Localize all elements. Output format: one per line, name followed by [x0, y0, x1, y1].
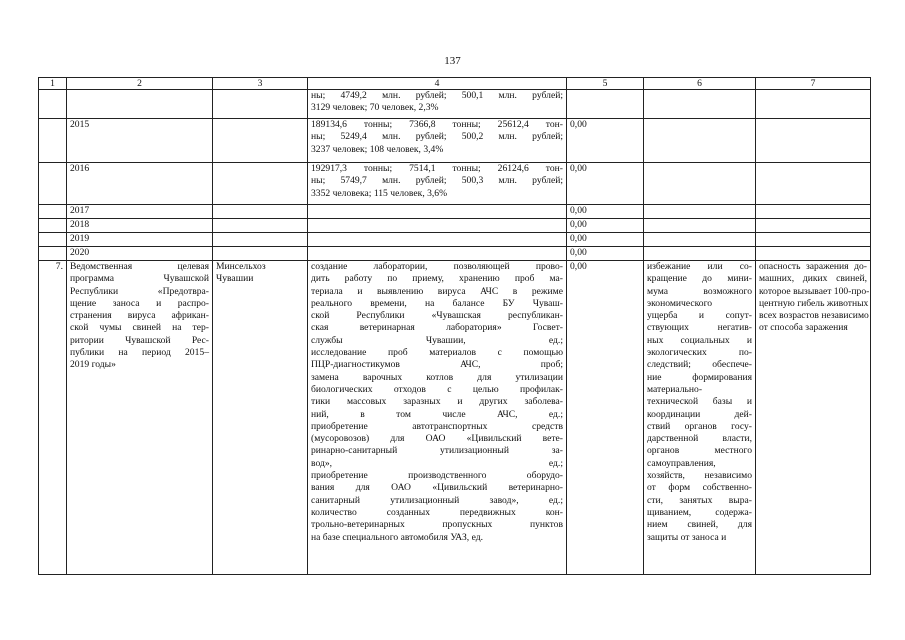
consequence-line: нием свиней, для: [647, 519, 752, 531]
cell-col-2: 2020: [67, 247, 213, 261]
consequence-line: сти, занятых выра-: [647, 494, 752, 506]
indicator-line: ской Республики «Чувашская республикан-: [311, 310, 563, 322]
header-cell: 3: [213, 78, 308, 90]
program-line: публики на период 2015–: [70, 347, 209, 359]
cell-col-2: 2018: [67, 219, 213, 233]
cell-col-1: [39, 119, 67, 163]
indicator-line: ская ветеринарная лаборатория» Госвет-: [311, 322, 563, 334]
cell-col-6: [644, 163, 756, 205]
indicator-line: 189134,6 тонны; 7366,8 тонны; 25612,4 тон-: [311, 119, 563, 130]
ministry-line: Чувашии: [216, 273, 254, 285]
cell-col-2: [67, 90, 213, 119]
consequence-line: ние формирования: [647, 371, 752, 383]
header-cell: 1: [39, 78, 67, 90]
program-line: щение заноса и распро-: [70, 297, 209, 309]
table-row: [39, 261, 871, 575]
indicator-line: ний, в том числе АЧС, ед.;: [311, 408, 563, 420]
cell-col-6: [644, 119, 756, 163]
indicator-line: создание лаборатории, позволяющей прово-: [311, 261, 563, 272]
indicator-line: ны; 4749,2 млн. рублей; 500,1 млн. рублей;: [311, 90, 563, 101]
indicator-line: 3237 человек; 108 человек, 3,4%: [311, 143, 444, 155]
cell-col-4: [308, 163, 567, 205]
cell-col-4: [308, 261, 567, 575]
cell-col-3: [213, 163, 308, 205]
cell-col-5: 0,00: [567, 219, 644, 233]
cell-col-5: 0,00: [567, 205, 644, 219]
cell-col-6: [644, 261, 756, 575]
consequence-line: следствий; обеспече-: [647, 359, 752, 371]
page-number: 137: [444, 55, 461, 67]
program-line: Республики «Предотвра-: [70, 285, 209, 297]
cell-col-2: 2017: [67, 205, 213, 219]
table-row: [39, 247, 871, 261]
cell-col-4: [308, 219, 567, 233]
indicator-line: (мусоровозов) для ОАО «Цивильский вете-: [311, 433, 563, 445]
cell-col-1: [39, 205, 67, 219]
risk-line: машних, диких свиней,: [759, 273, 867, 285]
table-row: [39, 233, 871, 247]
cell-col-7: [756, 247, 871, 261]
program-line: программа Чувашской: [70, 273, 209, 285]
cell-col-5: 0,00: [567, 261, 644, 575]
table-row: [39, 90, 871, 119]
cell-col-2: 2015: [67, 119, 213, 163]
program-line: ритории Чувашской Рес-: [70, 334, 209, 346]
cell-col-7: [756, 119, 871, 163]
cell-col-5: 0,00: [567, 233, 644, 247]
indicator-line: ринарно-санитарный утилизационный за-: [311, 445, 563, 457]
cell-col-7: [756, 90, 871, 119]
cell-col-3: [213, 205, 308, 219]
consequence-line: технической базы и: [647, 396, 752, 408]
cell-col-3: [213, 233, 308, 247]
cell-col-4: [308, 205, 567, 219]
cell-col-7: [756, 261, 871, 575]
table-row: [39, 205, 871, 219]
cell-col-2: [67, 261, 213, 575]
cell-col-7: [756, 163, 871, 205]
consequence-line: защиты от заноса и: [647, 531, 727, 543]
cell-col-1: [39, 233, 67, 247]
program-line: странения вируса африкан-: [70, 310, 209, 322]
cell-col-4: [308, 233, 567, 247]
consequence-line: кращение до мини-: [647, 273, 752, 285]
cell-col-1: [39, 247, 67, 261]
consequence-line: ствующих негатив-: [647, 322, 752, 334]
cell-col-4: [308, 90, 567, 119]
cell-col-5: [567, 90, 644, 119]
consequence-line: координации дей-: [647, 408, 752, 420]
cell-col-3: [213, 90, 308, 119]
header-cell: 4: [308, 78, 567, 90]
risk-line: которое вызывает 100-про-: [759, 285, 870, 297]
header-cell: 5: [567, 78, 644, 90]
consequence-line: ствий органов госу-: [647, 420, 752, 432]
risk-line: от способа заражения: [759, 322, 848, 334]
program-table: [38, 77, 871, 575]
consequence-line: от форм собственно-: [647, 482, 752, 494]
indicator-line: трольно-ветеринарных пропускных пунктов: [311, 519, 563, 531]
cell-col-6: [644, 247, 756, 261]
cell-col-3: [213, 261, 308, 575]
cell-col-2: 2019: [67, 233, 213, 247]
indicator-line: тики массовых заразных и других заболева-: [311, 396, 563, 408]
program-line: Ведомственная целевая: [70, 261, 209, 272]
cell-col-1: [39, 90, 67, 119]
cell-col-1: [39, 163, 67, 205]
indicator-line: 3352 человека; 115 человек, 3,6%: [311, 187, 448, 199]
header-row: [39, 78, 871, 90]
table-row: [39, 119, 871, 163]
consequence-line: дарственной власти,: [647, 433, 752, 445]
indicator-line: приобретение автотранспортных средств: [311, 420, 563, 432]
risk-line: всех возрастов независимо: [759, 310, 869, 322]
cell-col-4: [308, 247, 567, 261]
consequence-line: самоуправления,: [647, 457, 716, 469]
cell-col-5: 0,00: [567, 119, 644, 163]
indicator-line: ны; 5249,4 млн. рублей; 500,2 млн. рублей;: [311, 131, 563, 143]
consequence-line: экологических по-: [647, 347, 752, 359]
cell-col-7: [756, 219, 871, 233]
indicator-line: количество созданных передвижных кон-: [311, 506, 563, 518]
indicator-line: вания для ОАО «Цивильский ветеринарно-: [311, 482, 563, 494]
consequence-line: экономического: [647, 297, 713, 309]
cell-col-1: 7.: [39, 261, 67, 575]
cell-col-4: [308, 119, 567, 163]
cell-col-3: [213, 119, 308, 163]
consequence-line: ных социальных и: [647, 334, 752, 346]
cell-col-7: [756, 233, 871, 247]
indicator-line: ПЦР-диагностикумов АЧС, проб;: [311, 359, 563, 371]
cell-col-1: [39, 219, 67, 233]
header-cell: 7: [756, 78, 871, 90]
cell-col-7: [756, 205, 871, 219]
consequence-line: материально-: [647, 383, 703, 395]
consequence-line: органов местного: [647, 445, 752, 457]
table-row: [39, 163, 871, 205]
consequence-line: мума возможного: [647, 285, 752, 297]
indicator-line: на базе специального автомобиля УАЗ, ед.: [311, 531, 483, 543]
consequence-line: хозяйств, независимо: [647, 470, 752, 482]
consequence-line: избежание или со-: [647, 261, 752, 272]
indicator-line: 3129 человек; 70 человек, 2,3%: [311, 102, 439, 114]
indicator-line: дить работу по приему, хранению проб ма-: [311, 273, 563, 285]
indicator-line: санитарный утилизационный завод», ед.;: [311, 494, 563, 506]
indicator-line: ны; 5749,7 млн. рублей; 500,3 млн. рублей;: [311, 175, 563, 187]
program-line: 2019 годы»: [70, 359, 116, 371]
cell-col-3: [213, 247, 308, 261]
indicator-line: замена варочных котлов для утилизации: [311, 371, 563, 383]
indicator-line: службы Чувашии, ед.;: [311, 334, 563, 346]
indicator-line: приобретение производственного оборудо-: [311, 470, 563, 482]
cell-col-5: 0,00: [567, 247, 644, 261]
cell-col-6: [644, 233, 756, 247]
cell-col-3: [213, 219, 308, 233]
indicator-line: биологических отходов с целью профилак-: [311, 383, 563, 395]
indicator-line: исследование проб материалов с помощью: [311, 347, 563, 359]
consequence-line: ущерба и сопут-: [647, 310, 752, 322]
risk-line: опасность заражения до-: [759, 261, 867, 272]
indicator-line: 192917,3 тонны; 7514,1 тонны; 26124,6 тон-: [311, 163, 563, 174]
ministry-line: Минсельхоз: [216, 261, 266, 272]
program-line: ской чумы свиней на тер-: [70, 322, 209, 334]
cell-col-2: 2016: [67, 163, 213, 205]
header-cell: 2: [67, 78, 213, 90]
consequence-line: щиванием, содержа-: [647, 506, 752, 518]
header-cell: 6: [644, 78, 756, 90]
indicator-line: вод», ед.;: [311, 457, 563, 469]
table-row: [39, 219, 871, 233]
cell-col-6: [644, 205, 756, 219]
indicator-line: реального времени, на балансе БУ Чуваш-: [311, 297, 563, 309]
cell-col-5: 0,00: [567, 163, 644, 205]
cell-col-6: [644, 219, 756, 233]
cell-col-6: [644, 90, 756, 119]
indicator-line: териала и выявлению вируса АЧС в режиме: [311, 285, 563, 297]
risk-line: центную гибель животных: [759, 297, 869, 309]
